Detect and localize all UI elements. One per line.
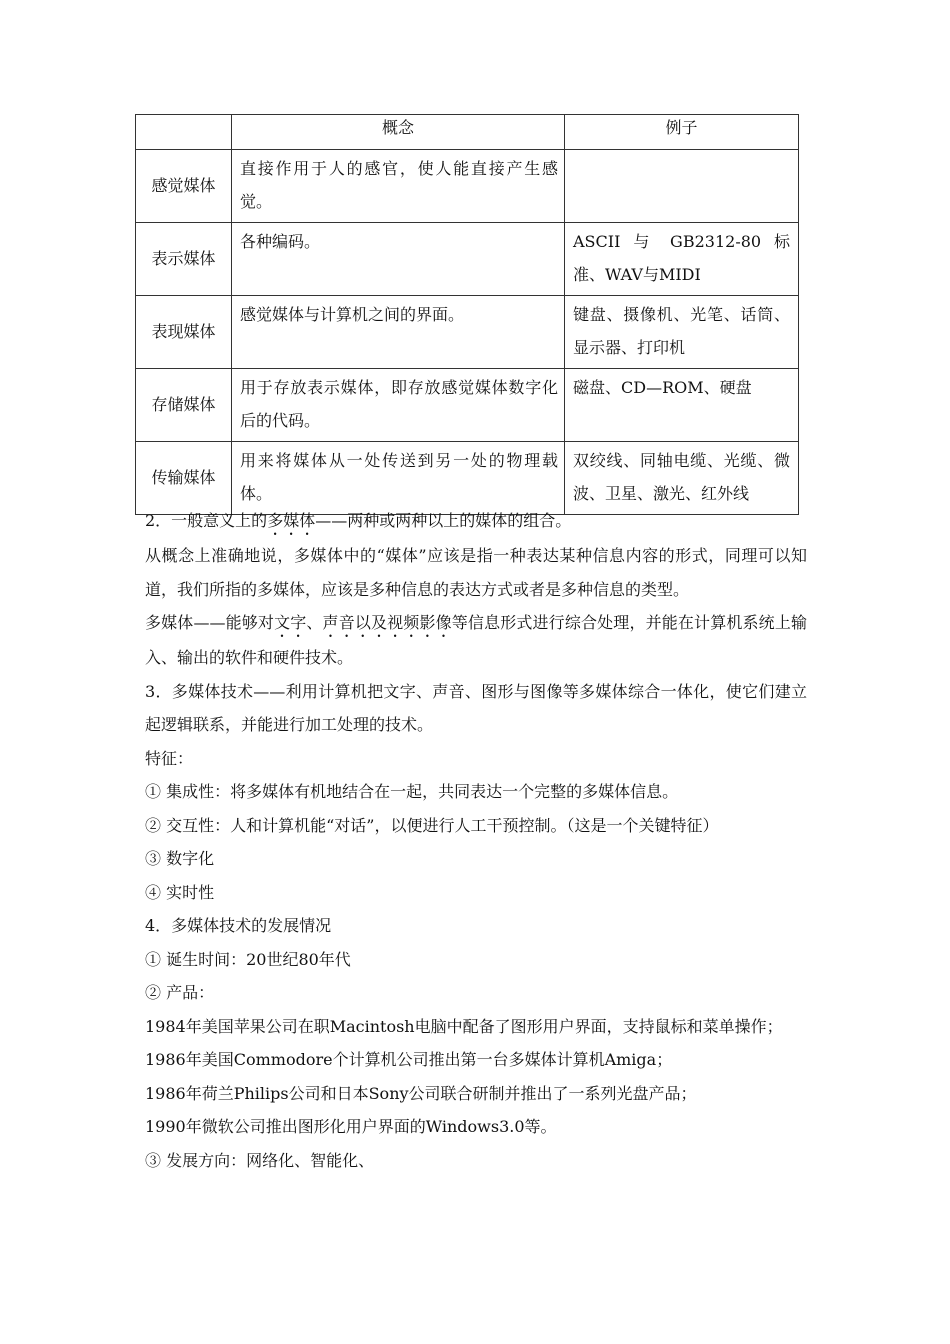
concept-text: 感觉媒体与计算机之间的界面。 xyxy=(240,305,465,324)
example-cell xyxy=(565,369,799,442)
development-direction: ③ 发展方向：网络化、智能化、 xyxy=(145,1150,375,1170)
example-cell xyxy=(565,296,799,369)
concept-text: 直接作用于人的感官，使人能直接产生感觉。 xyxy=(240,159,558,211)
row-name-cell: 表现媒体 xyxy=(136,296,232,369)
feature-item: ② 交互性：人和计算机能“对话”，以便进行人工干预控制。（这是一个关键特征） xyxy=(145,815,719,835)
concept-paragraph: 从概念上准确地说，多媒体中的“媒体”应该是指一种表达某种信息内容的形式，同理可以知道，我们所指的多媒体，应该是多种信息的表达方式或者是多种信息的类型。 xyxy=(145,546,807,599)
example-text: 磁盘、CD—ROM、硬盘 xyxy=(573,378,752,397)
header-example-cell: 例子 xyxy=(565,115,799,150)
concept-cell xyxy=(232,150,565,223)
feature-item: ① 集成性：将多媒体有机地结合在一起，共同表达一个完整的多媒体信息。 xyxy=(145,782,679,801)
feature-item: ③ 数字化 xyxy=(145,849,215,868)
example-text xyxy=(565,150,798,156)
row-name-cell: 感觉媒体 xyxy=(136,150,232,223)
table-row xyxy=(136,296,799,369)
product-item: 1984年美国苹果公司在职Macintosh电脑中配备了图形用户界面，支持鼠标和菜单操作； xyxy=(145,1016,783,1036)
example-cell xyxy=(565,223,799,296)
concept-cell xyxy=(232,223,565,296)
section-4-heading: 4．多媒体技术的发展情况 xyxy=(145,916,332,935)
features-label: 特征： xyxy=(145,748,194,768)
section-3-paragraph: 3．多媒体技术——利用计算机把文字、声音、图形与图像等多媒体综合一体化，使它们建立起逻辑联系，并能进行加工处理的技术。 xyxy=(145,681,807,734)
section-2-rest: ——两种或两种以上的媒体的组合。 xyxy=(315,511,572,530)
concept-text: 用于存放表示媒体，即存放感觉媒体数字化后的代码。 xyxy=(240,378,558,430)
example-text: 双绞线、同轴电缆、光缆、微波、卫星、激光、红外线 xyxy=(573,451,790,503)
products-label: ② 产品： xyxy=(145,983,215,1002)
section-2-emphasis: 多媒体 xyxy=(267,511,316,530)
definition-rest: 等信息形式进行综合处理，并能在计算机系统上输入、输出的软件和硬件技术。 xyxy=(145,613,807,667)
concept-text: 用来将媒体从一处传送到另一处的物理载体。 xyxy=(240,451,558,503)
table-row xyxy=(136,223,799,296)
body-text xyxy=(145,504,807,1177)
row-name-cell: 表示媒体 xyxy=(136,223,232,296)
row-name-cell: 存储媒体 xyxy=(136,369,232,442)
section-2-heading xyxy=(145,504,807,539)
concept-cell xyxy=(232,369,565,442)
header-blank-cell xyxy=(136,115,232,150)
table-header-row xyxy=(136,115,799,150)
birth-time: ① 诞生时间：20世纪80年代 xyxy=(145,949,351,969)
table-row xyxy=(136,150,799,223)
section-2-prefix: 2．一般意义上的 xyxy=(145,511,268,530)
product-item: 1986年美国Commodore个计算机公司推出第一台多媒体计算机Amiga； xyxy=(145,1050,673,1069)
definition-prefix: 多媒体——能够对 xyxy=(145,613,275,632)
table-row xyxy=(136,369,799,442)
header-concept-cell: 概念 xyxy=(232,115,565,150)
concept-text: 各种编码。 xyxy=(240,232,321,251)
concept-cell xyxy=(232,296,565,369)
example-text: ASCII 与 GB2312-80 标准、WAV与MIDI xyxy=(573,232,790,284)
product-item: 1986年荷兰Philips公司和日本Sony公司联合研制并推出了一系列光盘产品； xyxy=(145,1083,697,1103)
definition-paragraph xyxy=(145,606,807,675)
definition-emphasis: 文字、声音以及视频影像 xyxy=(274,613,452,632)
row-name-cell: 传输媒体 xyxy=(136,442,232,515)
example-cell xyxy=(565,150,799,223)
feature-item: ④ 实时性 xyxy=(145,882,215,902)
example-text: 键盘、摄像机、光笔、话筒、显示器、打印机 xyxy=(573,305,790,357)
product-item: 1990年微软公司推出图形化用户界面的Windows3.0等。 xyxy=(145,1117,557,1136)
media-types-table xyxy=(135,114,799,515)
